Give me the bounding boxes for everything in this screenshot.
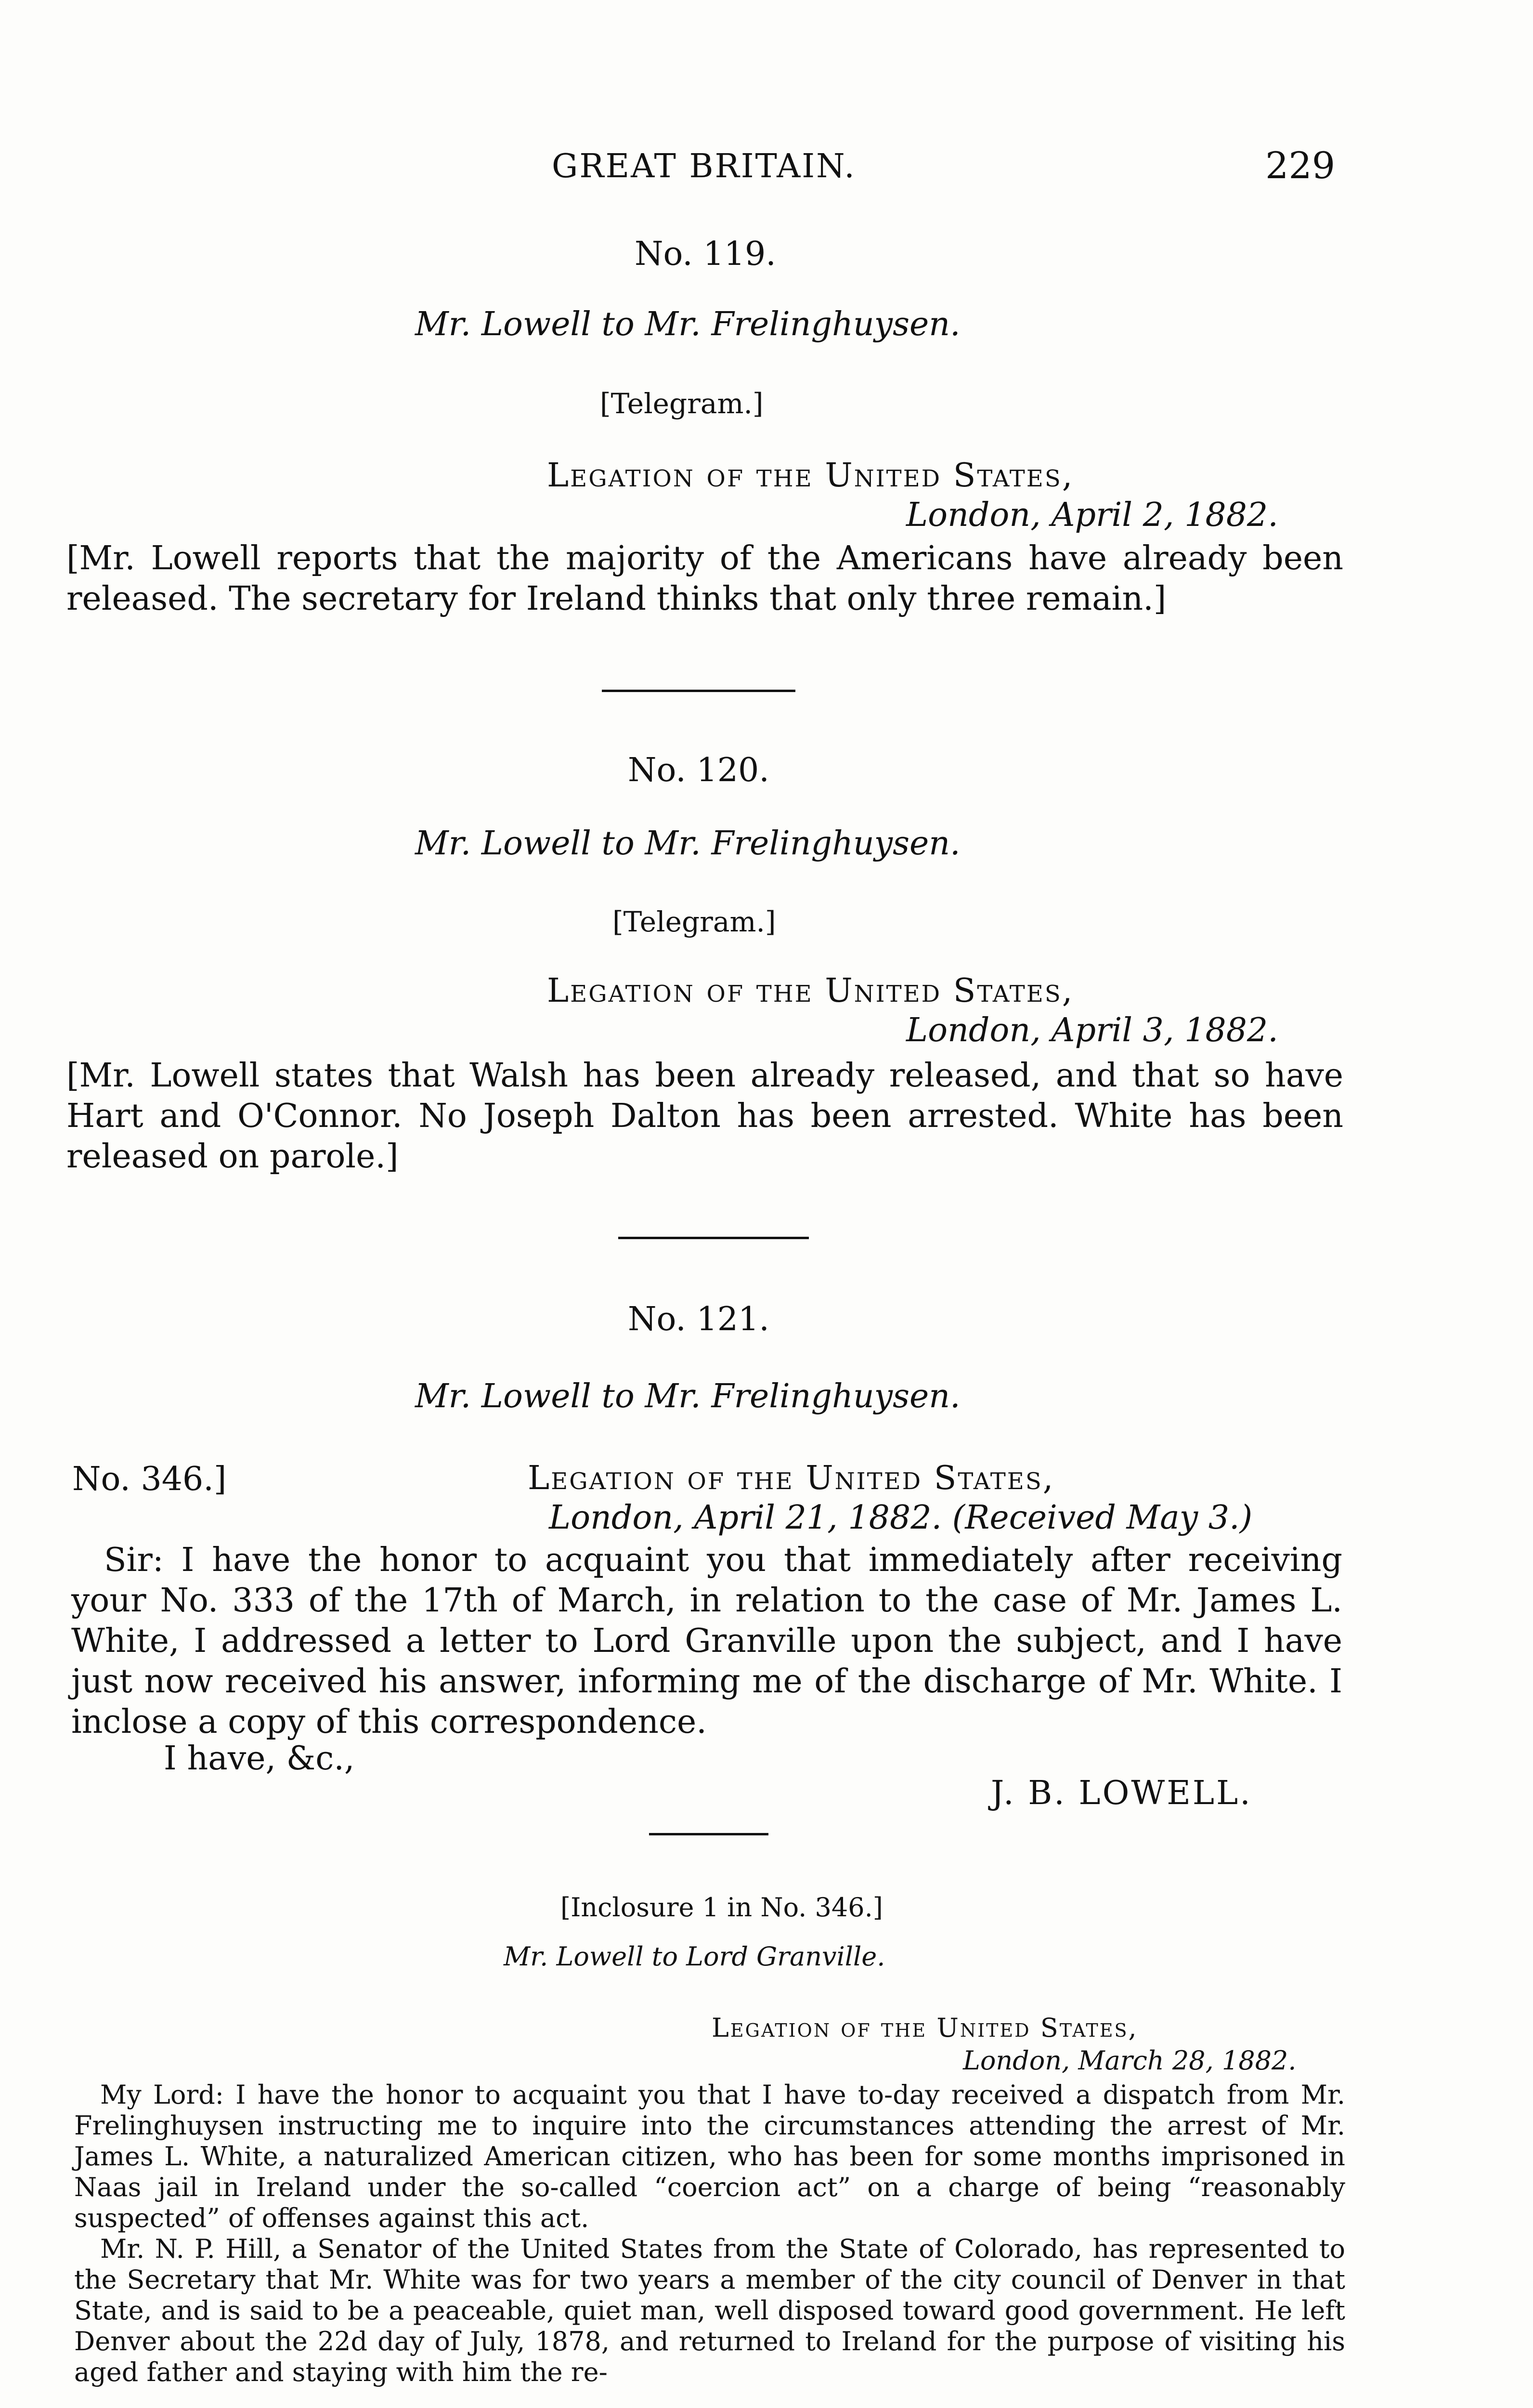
doc-119-heading: Mr. Lowell to Mr. Frelinghuysen. xyxy=(415,305,961,343)
doc-120-type: [Telegram.] xyxy=(612,905,776,938)
doc-119-type: [Telegram.] xyxy=(600,387,764,420)
doc-121-body-text: Sir: I have the honor to acquaint you that immediately after receiving your No. 333 of the 17th of March, in relation to the case of Mr. James L. White, I addressed a letter to Lord Granville upon the subject, and I have just now received his answer, informing me of the discharge of Mr. White. I inclose a copy of this correspondence. xyxy=(71,1541,1342,1741)
doc-119-body xyxy=(66,538,1343,619)
inclosure-legation: Legation of the United States, xyxy=(712,2013,1138,2043)
doc-119-number: No. 119. xyxy=(635,235,776,273)
doc-121-closing: I have, &c., xyxy=(164,1740,355,1778)
doc-121-place-date: London, April 21, 1882. (Received May 3.) xyxy=(549,1499,1253,1537)
doc-119-legation: Legation of the United States, xyxy=(547,457,1074,495)
inclosure-body xyxy=(74,2080,1345,2388)
separator-rule xyxy=(649,1833,768,1835)
doc-121-number: No. 121. xyxy=(628,1300,769,1338)
doc-121-dispatch-number: No. 346.] xyxy=(72,1460,227,1498)
doc-121-heading: Mr. Lowell to Mr. Frelinghuysen. xyxy=(415,1377,961,1415)
separator-rule xyxy=(618,1237,809,1239)
running-head: GREAT BRITAIN. xyxy=(552,147,856,185)
doc-120-body-text: [Mr. Lowell states that Walsh has been already released, and that so have Hart and O'Connor. No Joseph Dalton has been arrested. White has been released on parole.] xyxy=(66,1057,1343,1176)
doc-121-legation: Legation of the United States, xyxy=(528,1459,1055,1497)
doc-119-place-date: London, April 2, 1882. xyxy=(906,496,1278,534)
page-number: 229 xyxy=(1265,144,1336,187)
inclosure-heading: Mr. Lowell to Lord Granville. xyxy=(504,1941,885,1972)
doc-121-signature: J. B. LOWELL. xyxy=(991,1774,1252,1812)
separator-rule xyxy=(602,690,795,692)
inclosure-paragraph-1: My Lord: I have the honor to acquaint you that I have to-day received a dispatch from Mr. Frelinghuysen instructing me to inquire into the circumstances attending the arrest of Mr. James L. White, a naturalized American citizen, who has been for some months imprisoned in Naas jail in Ireland under the so-called “coercion act” on a charge of being “reasonably suspected” of offenses against this act. xyxy=(74,2080,1345,2233)
inclosure-label: [Inclosure 1 in No. 346.] xyxy=(560,1892,883,1923)
inclosure-paragraph-2: Mr. N. P. Hill, a Senator of the United States from the State of Colorado, has represented to the Secretary that Mr. White was for two years a member of the city council of Denver in that State, and is said to be a peaceable, quiet man, well disposed toward good government. He left Denver about the 22d day of July, 1878, and returned to Ireland for the purpose of visiting his aged father and staying with him the re- xyxy=(74,2234,1345,2387)
doc-120-body xyxy=(66,1056,1343,1177)
doc-121-body xyxy=(71,1540,1342,1742)
doc-119-body-text: [Mr. Lowell reports that the majority of the Americans have already been released. The secretary for Ireland thinks that only three remain.] xyxy=(66,539,1343,618)
doc-120-place-date: London, April 3, 1882. xyxy=(906,1011,1278,1049)
inclosure-place-date: London, March 28, 1882. xyxy=(963,2045,1297,2076)
doc-120-heading: Mr. Lowell to Mr. Frelinghuysen. xyxy=(415,824,961,863)
doc-120-legation: Legation of the United States, xyxy=(547,972,1074,1010)
doc-120-number: No. 120. xyxy=(628,751,769,789)
